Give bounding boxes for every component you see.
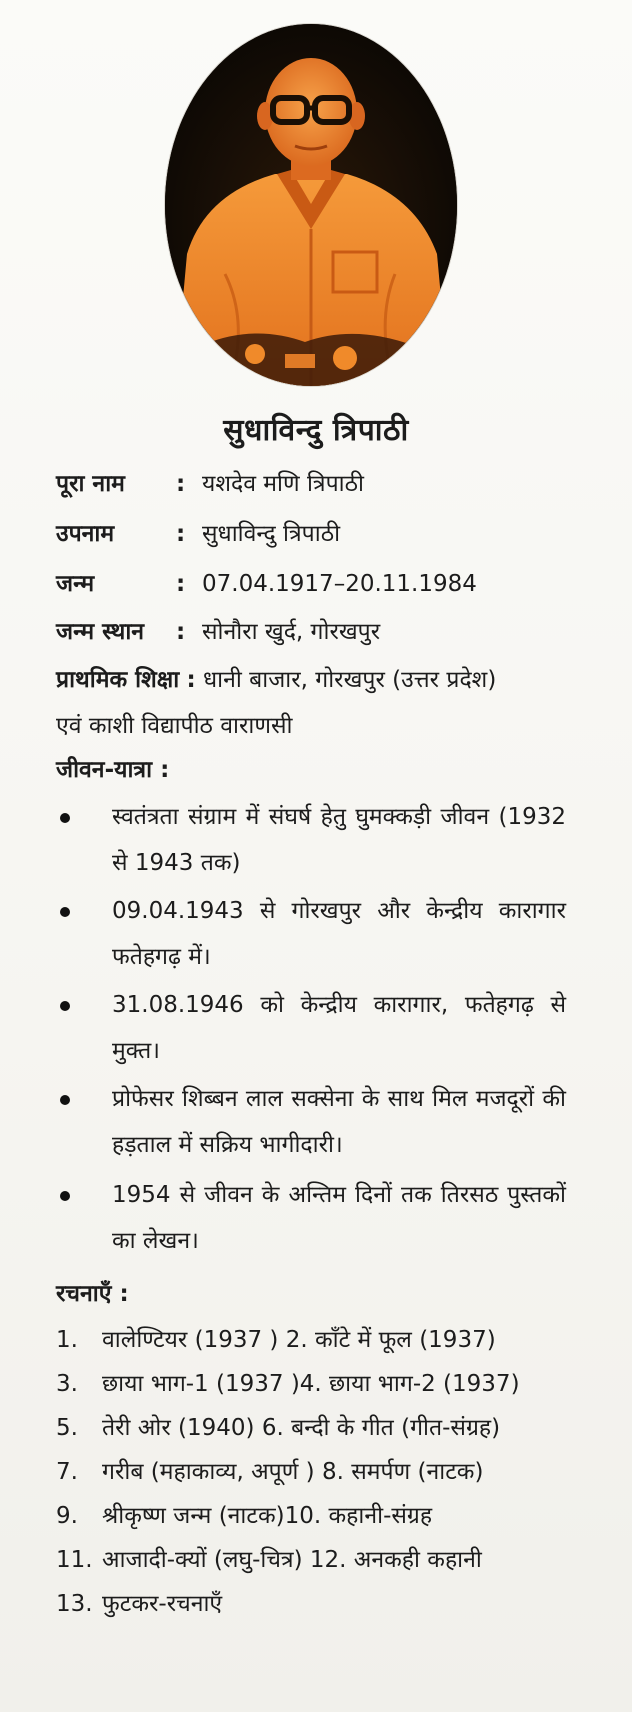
bullet-icon (60, 813, 70, 823)
birth-place-value: सोनौरा खुर्द, गोरखपुर (202, 619, 381, 645)
works-line-number: 1. (56, 1327, 78, 1353)
works-line-text: फुटकर-रचनाएँ (102, 1591, 223, 1617)
journey-item-text: 31.08.1946 को केन्द्रीय कारागार, फतेहगढ़ से मुक्त। (112, 992, 566, 1064)
full-name-row (56, 466, 364, 498)
works-line (56, 1494, 520, 1538)
works-line (56, 1406, 520, 1450)
education-label: प्राथमिक शिक्षा (56, 667, 180, 693)
journey-item-text: 1954 से जीवन के अन्तिम दिनों तक तिरसठ पुस्तकों का लेखन। (112, 1182, 566, 1254)
birth-label: जन्म (56, 571, 95, 597)
bullet-icon (60, 1001, 70, 1011)
bullet-icon (60, 907, 70, 917)
bullet-icon (60, 1191, 70, 1201)
works-line (56, 1362, 520, 1406)
works-line (56, 1318, 520, 1362)
education-row (56, 662, 496, 694)
works-line-text: वालेण्टियर (1937 ) 2. काँटे में फूल (1937) (102, 1327, 496, 1353)
journey-item (56, 794, 566, 886)
works-line-text: आजादी-क्यों (लघु-चित्र) 12. अनकही कहानी (102, 1547, 482, 1573)
education-continuation: एवं काशी विद्यापीठ वाराणसी (56, 713, 293, 739)
portrait-photo (165, 24, 457, 386)
full-name-colon: : (176, 471, 186, 497)
birth-row (56, 566, 477, 598)
works-line-number: 13. (56, 1591, 93, 1617)
works-line-number: 7. (56, 1459, 78, 1485)
birth-place-colon: : (176, 619, 186, 645)
birth-value: 07.04.1917–20.11.1984 (202, 571, 477, 597)
page-title: सुधाविन्दु त्रिपाठी (223, 413, 409, 448)
works-line (56, 1582, 520, 1626)
works-line-number: 11. (56, 1547, 93, 1573)
journey-item-text: प्रोफेसर शिब्बन लाल सक्सेना के साथ मिल मजदूरों की हड़ताल में सक्रिय भागीदारी। (112, 1086, 566, 1158)
works-line-text: श्रीकृष्ण जन्म (नाटक)10. कहानी-संग्रह (102, 1503, 433, 1529)
works-line-number: 5. (56, 1415, 78, 1441)
full-name-label: पूरा नाम (56, 471, 125, 497)
education-gap (196, 667, 203, 693)
education-value: धानी बाजार, गोरखपुर (उत्तर प्रदेश) (203, 667, 497, 693)
journey-item (56, 888, 566, 980)
journey-heading: जीवन-यात्रा : (56, 757, 170, 783)
bullet-icon (60, 1095, 70, 1105)
pen-name-value: सुधाविन्दु त्रिपाठी (202, 521, 341, 547)
full-name-value: यशदेव मणि त्रिपाठी (202, 471, 364, 497)
portrait-illustration (165, 24, 457, 386)
birth-place-row (56, 614, 380, 646)
pen-name-row (56, 516, 340, 548)
pen-name-colon: : (176, 521, 186, 547)
works-line (56, 1450, 520, 1494)
pen-name-label: उपनाम (56, 521, 115, 547)
works-list (56, 1318, 520, 1626)
works-line-text: छाया भाग-1 (1937 )4. छाया भाग-2 (1937) (102, 1371, 520, 1397)
education-colon-text: : (186, 667, 196, 693)
works-line-number: 9. (56, 1503, 78, 1529)
works-heading: रचनाएँ : (56, 1281, 129, 1307)
birth-place-label: जन्म स्थान (56, 619, 145, 645)
journey-item (56, 982, 566, 1074)
journey-item (56, 1172, 566, 1264)
works-line-text: गरीब (महाकाव्य, अपूर्ण ) 8. समर्पण (नाटक) (102, 1459, 484, 1485)
birth-colon: : (176, 571, 186, 597)
education-continuation-row (56, 708, 292, 740)
works-line-text: तेरी ओर (1940) 6. बन्दी के गीत (गीत-संग्रह) (102, 1415, 501, 1441)
journey-item-text: 09.04.1943 से गोरखपुर और केन्द्रीय कारागार फतेहगढ़ में। (112, 898, 566, 970)
journey-item (56, 1076, 566, 1168)
journey-item-text: स्वतंत्रता संग्राम में संघर्ष हेतु घुमक्कड़ी जीवन (1932 से 1943 तक) (112, 804, 566, 876)
works-line (56, 1538, 520, 1582)
works-line-number: 3. (56, 1371, 78, 1397)
